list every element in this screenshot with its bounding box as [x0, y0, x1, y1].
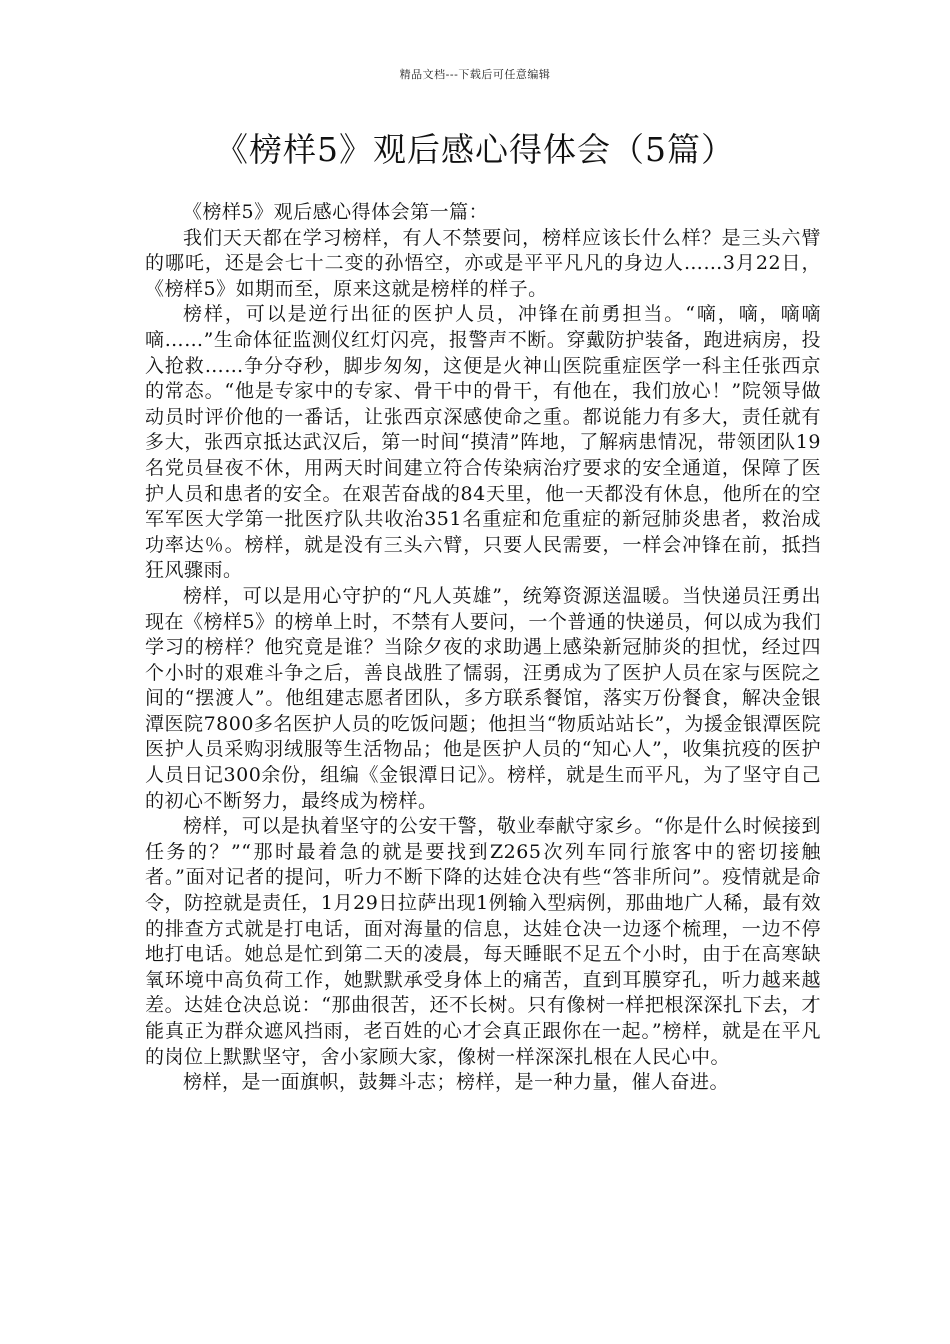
paragraph-4: 榜样，可以是执着坚守的公安干警，敬业奉献守家乡。“你是什么时候接到任务的？”“那时最着急的就是要找到Z265次列车同行旅客中的密切接触者。”面对记者的提问，听力不断下降的达娃仓决有些“答非所问”。疫情就是命令，防控就是责任，1月29日拉萨出现1例输入型病例，那曲地广人稀，最有效的排查方式就是打电话，面对海量的信息，达娃仓决一边逐个梳理，一边不停地打电话。她总是忙到第二天的凌晨，每天睡眠不足五个小时，由于在高寒缺氧环境中高负荷工作，她默默承受身体上的痛苦，直到耳膜穿孔，听力越来越差。达娃仓决总说：“那曲很苦，还不长树。只有像树一样把根深深扎下去，才能真正为群众遮风挡雨，老百姓的心才会真正跟你在一起。”榜样，就是在平凡的岗位上默默坚守，舍小家顾大家，像树一样深深扎根在人民心中。 [145, 815, 821, 1068]
section-heading: 《榜样5》观后感心得体会第一篇： [183, 201, 489, 223]
paragraph-1: 我们天天都在学习榜样，有人不禁要问，榜样应该长什么样？是三头六臂的哪吒，还是会七十二变的孙悟空，亦或是平平凡凡的身边人……3月22日，《榜样5》如期而至，原来这就是榜样的样子。 [145, 226, 821, 300]
document-body [145, 200, 821, 1096]
paragraph-5: 榜样，是一面旗帜，鼓舞斗志；榜样，是一种力量，催人奋进。 [183, 1071, 730, 1094]
paragraph-2: 榜样，可以是逆行出征的医护人员，冲锋在前勇担当。“嘀，嘀，嘀嘀嘀……”生命体征监测仪红灯闪亮，报警声不断。穿戴防护装备，跑进病房，投入抢救……争分夺秒，脚步匆匆，这便是火神山医院重症医学一科主任张西京的常态。“他是专家中的专家、骨干中的骨干，有他在，我们放心！”院领导做动员时评价他的一番话，让张西京深感使命之重。都说能力有多大，责任就有多大，张西京抵达武汉后，第一时间“摸清”阵地，了解病患情况，带领团队19名党员昼夜不休，用两天时间建立符合传染病治疗要求的安全通道，保障了医护人员和患者的安全。在艰苦奋战的84天里，他一天都没有休息，他所在的空军军医大学第一批医疗队共收治351名重症和危重症的新冠肺炎患者，救治成功率达％。榜样，就是没有三头六臂，只要人民需要，一样会冲锋在前，抵挡狂风骤雨。 [145, 303, 821, 582]
paragraph-3: 榜样，可以是用心守护的“凡人英雄”，统筹资源送温暖。当快递员汪勇出现在《榜样5》的榜单上时，不禁有人要问，一个普通的快递员，何以成为我们学习的榜样？他究竟是谁？当除夕夜的求助遇上感染新冠肺炎的担忧，经过四个小时的艰难斗争之后，善良战胜了懦弱，汪勇成为了医护人员在家与医院之间的“摆渡人”。他组建志愿者团队，多方联系餐馆，落实万份餐食，解决金银潭医院7800多名医护人员的吃饭问题；他担当“物质站站长”，为援金银潭医院医护人员采购羽绒服等生活物品；他是医护人员的“知心人”，收集抗疫的医护人员日记300余份，组编《金银潭日记》。榜样，就是生而平凡，为了坚守自己的初心不断努力，最终成为榜样。 [145, 584, 821, 812]
document-title: 《榜样5》观后感心得体会（5篇） [215, 130, 735, 169]
header-note: 精品文档---下载后可任意编辑 [399, 68, 551, 81]
